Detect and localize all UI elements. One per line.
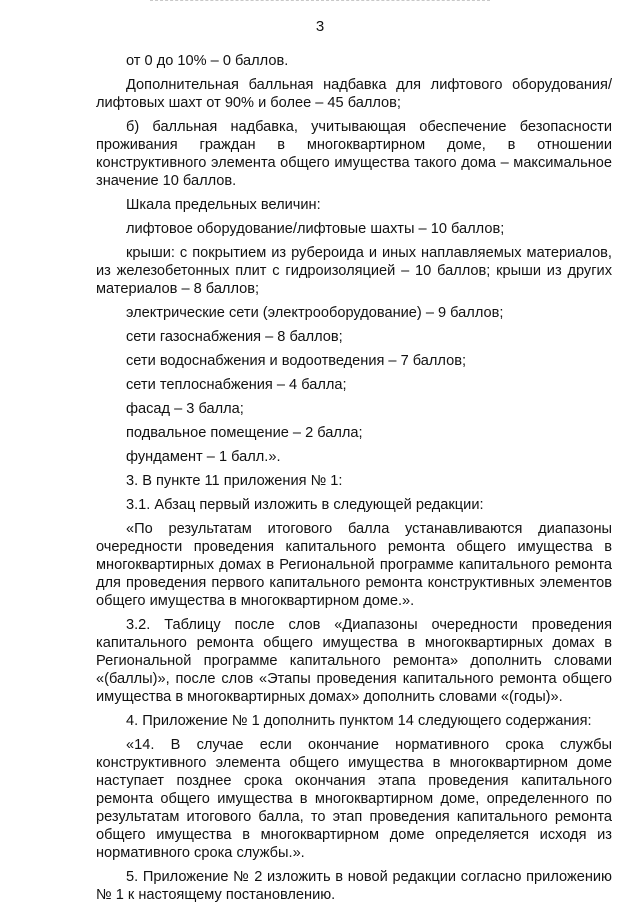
paragraph-scale-basement: подвальное помещение – 2 балла;	[126, 425, 363, 441]
paragraph-item-5: 5. Приложение № 2 изложить в новой редакции согласно приложению № 1 к настоящему постановлению.	[96, 869, 612, 903]
paragraph-safety-bonus: б) балльная надбавка, учитывающая обеспечение безопасности проживания граждан в многоквартирном доме, в отношении конструктивного элемента общего имущества такого дома – максимальное значение 10 баллов.	[96, 119, 612, 189]
document-body	[96, 52, 612, 910]
paragraph-item-3-2: 3.2. Таблицу после слов «Диапазоны очередности проведения капитального ремонта общего имущества в многоквартирных домах в Региональной программе капитального ремонта» дополнить словами «(баллы)», после слов «Этапы проведения капитального ремонта общего имущества в многоквартирных домах» дополнить словами «(годы)».	[96, 617, 612, 705]
paragraph-quote-results: «По результатам итогового балла устанавливаются диапазоны очередности проведения капитального ремонта общего имущества в многоквартирных домах в Региональной программе капитального ремонта для проведения первого капитального ремонта конструктивных элементов общего имущества в многоквартирном доме.».	[96, 521, 612, 609]
top-edge-line	[150, 0, 490, 2]
paragraph-range-zero: от 0 до 10% – 0 баллов.	[126, 53, 289, 69]
paragraph-item-3-1: 3.1. Абзац первый изложить в следующей редакции:	[126, 497, 484, 513]
paragraph-elevator-bonus: Дополнительная балльная надбавка для лифтового оборудования/лифтовых шахт от 90% и более – 45 баллов;	[96, 77, 612, 111]
paragraph-scale-gas: сети газоснабжения – 8 баллов;	[126, 329, 343, 345]
paragraph-scale-heating: сети теплоснабжения – 4 балла;	[126, 377, 347, 393]
paragraph-scale-heading: Шкала предельных величин:	[126, 197, 321, 213]
paragraph-scale-foundation: фундамент – 1 балл.».	[126, 449, 281, 465]
paragraph-scale-elevators: лифтовое оборудование/лифтовые шахты – 10 баллов;	[126, 221, 505, 237]
paragraph-scale-water: сети водоснабжения и водоотведения – 7 баллов;	[126, 353, 467, 369]
paragraph-scale-roofs: крыши: с покрытием из рубероида и иных наплавляемых материалов, из железобетонных плит с гидроизоляцией – 10 баллов; крыши из других материалов – 8 баллов;	[96, 245, 612, 297]
paragraph-item-3: 3. В пункте 11 приложения № 1:	[126, 473, 343, 489]
paragraph-scale-electric: электрические сети (электрооборудование) – 9 баллов;	[126, 305, 504, 321]
page-number: 3	[315, 18, 325, 35]
paragraph-quote-14: «14. В случае если окончание нормативного срока службы конструктивного элемента общего имущества в многоквартирном доме наступает позднее срока окончания этапа проведения капитального ремонта общего имущества в многоквартирном доме, определенного по результатам итогового балла, то этап проведения капитального ремонта общего имущества в многоквартирном доме определяется исходя из нормативного срока службы.».	[96, 737, 612, 861]
paragraph-item-4: 4. Приложение № 1 дополнить пунктом 14 следующего содержания:	[126, 713, 592, 729]
paragraph-scale-facade: фасад – 3 балла;	[126, 401, 244, 417]
